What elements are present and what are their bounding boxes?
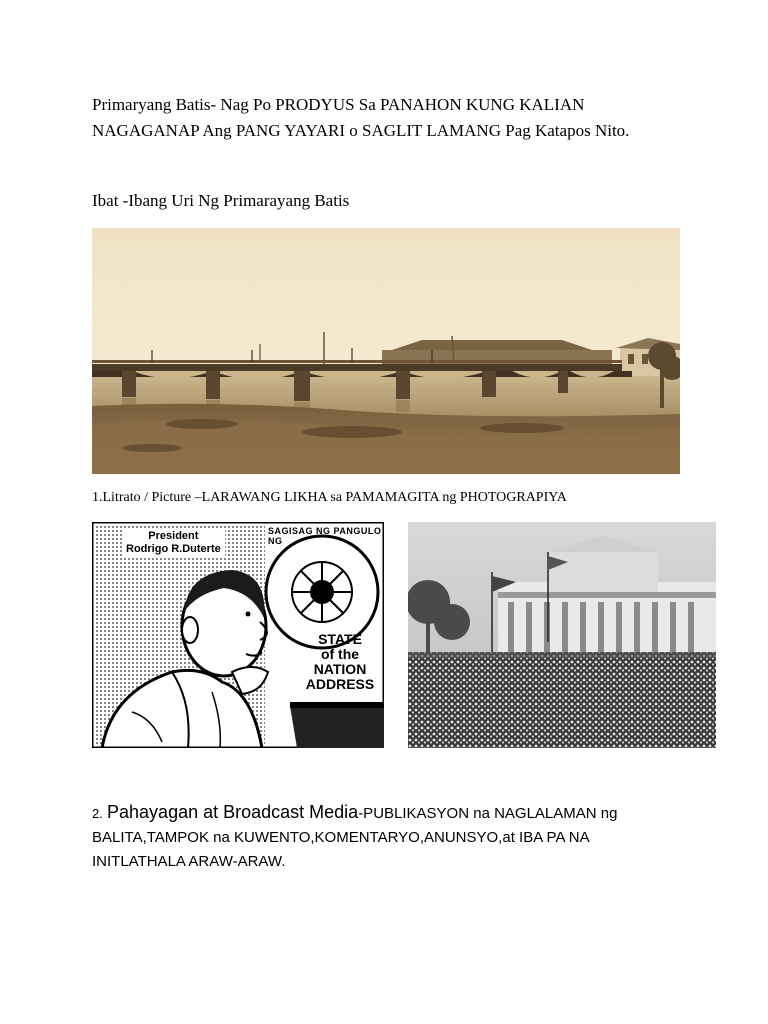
section-heading: Ibat -Ibang Uri Ng Primarayang Batis <box>92 191 350 210</box>
sona-line4: ADDRESS <box>305 676 375 692</box>
bridge-photo <box>92 228 680 474</box>
seal-text: SAGISAG NG PANGULO NG <box>268 526 382 546</box>
sona-label <box>300 632 380 692</box>
sona-line1: STATE <box>318 631 362 647</box>
cartoon-name <box>122 530 225 556</box>
intro-paragraph <box>92 92 732 144</box>
sona-line3: NATION <box>313 661 367 677</box>
item2-line2: BALITA,TAMPOK na KUWENTO,KOMENTARYO,ANUNSYO,at IBA PA NA <box>92 829 590 846</box>
item2-number: 2. <box>92 806 103 821</box>
cartoon-name-line1: President <box>148 530 199 542</box>
intro-line-1: Primaryang Batis- Nag Po PRODYUS Sa PANAHON KUNG KALIAN <box>92 95 585 114</box>
item2-paragraph <box>92 800 732 874</box>
caption-picture: 1.Litrato / Picture –LARAWANG LIKHA sa PAMAMAGITA ng PHOTOGRAPIYA <box>92 490 567 505</box>
sona-line2: of the <box>320 646 360 662</box>
item2-line3: INITLATHALA ARAW-ARAW. <box>92 853 286 870</box>
item2-rest: -PUBLIKASYON na NAGLALAMAN ng <box>358 805 618 822</box>
intro-line-2: NAGAGANAP Ang PANG YAYARI o SAGLIT LAMANG Pag Katapos Nito. <box>92 121 630 140</box>
item2-lead: Pahayagan at Broadcast Media <box>107 802 359 822</box>
item2-line1 <box>92 800 732 826</box>
cartoon-name-line2: Rodrigo R.Duterte <box>126 543 221 555</box>
sona-cartoon <box>92 522 384 748</box>
crowd-building-photo <box>408 522 716 748</box>
